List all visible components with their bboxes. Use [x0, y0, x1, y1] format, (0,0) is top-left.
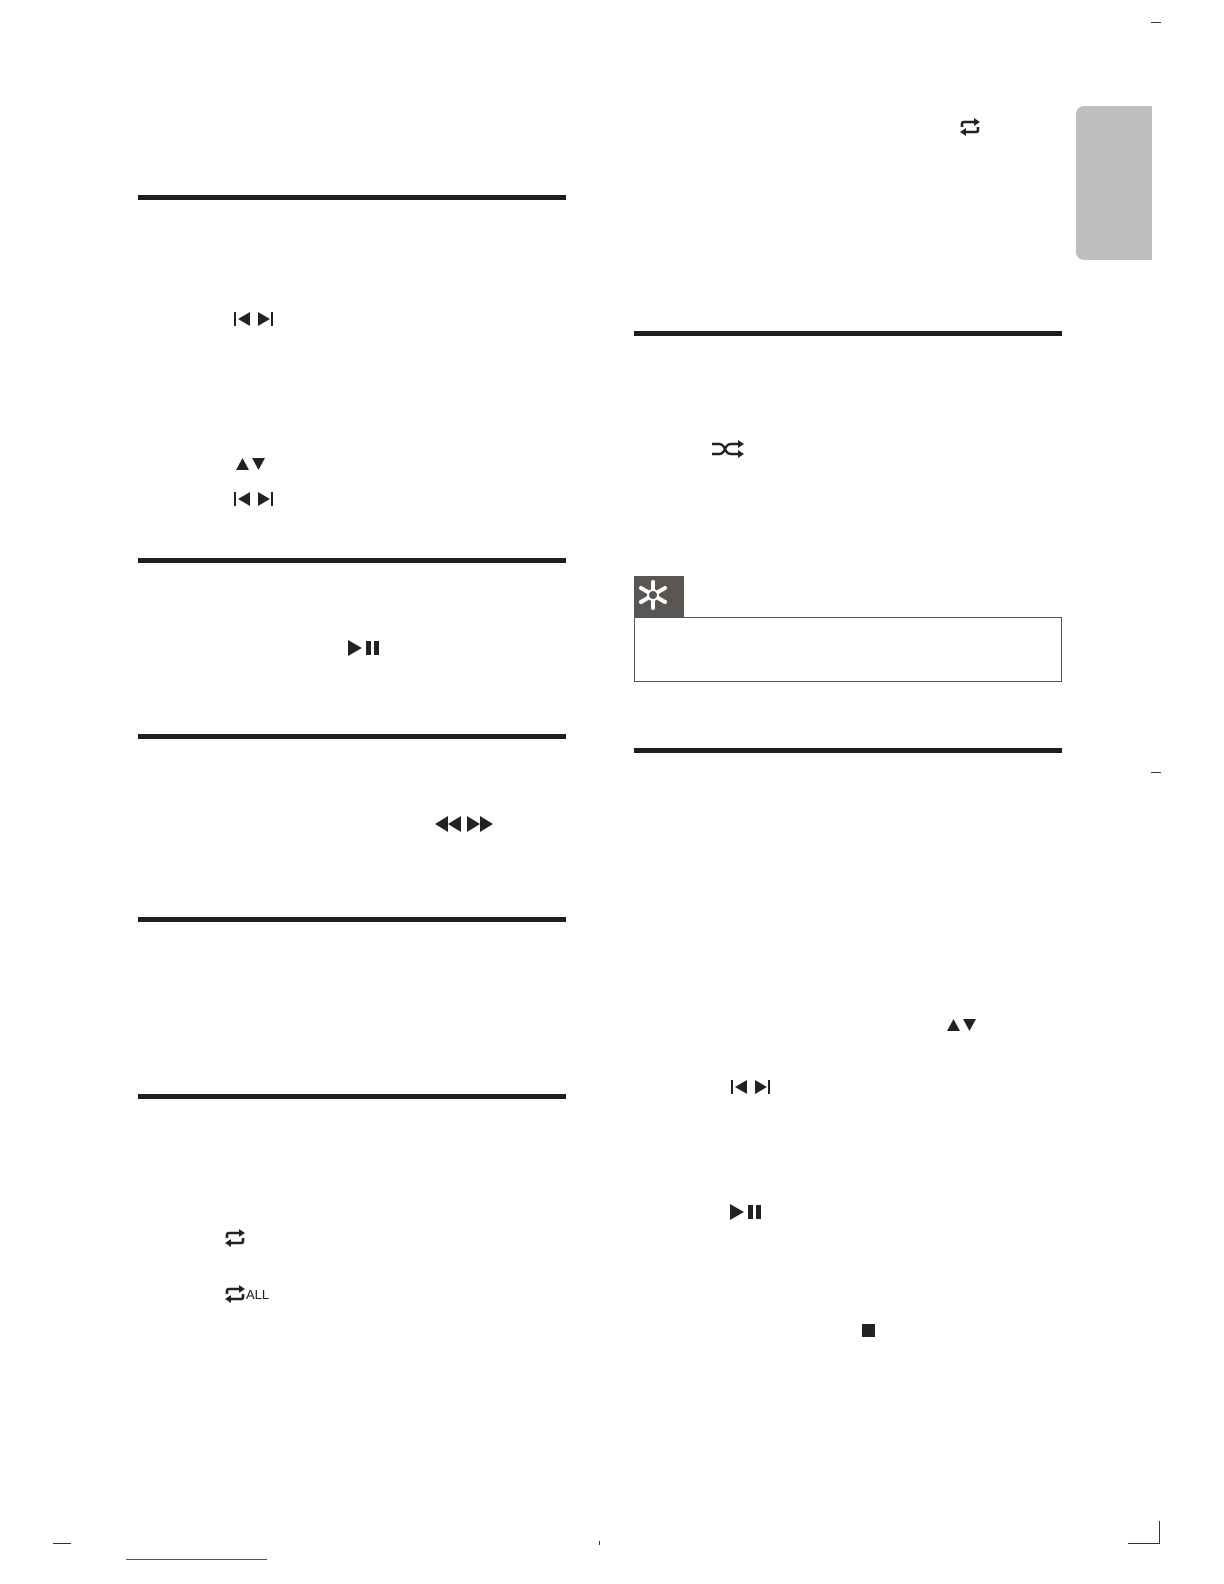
tip-box — [634, 617, 1062, 682]
crop-mark-bottom-left — [53, 1543, 71, 1544]
section-rule-repeat — [138, 1094, 566, 1099]
skip-prev-next-icon — [233, 311, 275, 327]
footer-link-underline — [126, 1559, 267, 1560]
section-rule-program — [634, 748, 1062, 753]
play-pause-icon — [729, 1203, 765, 1221]
skip-prev-next-icon — [730, 1079, 772, 1095]
tip-asterisk-icon — [634, 576, 684, 618]
section-rule-search — [138, 734, 566, 739]
up-down-arrow-icon — [946, 1018, 978, 1032]
repeat-icon — [958, 118, 982, 136]
repeat-all-icon — [223, 1285, 247, 1303]
crop-mark-bottom-right-v — [1159, 1521, 1160, 1544]
section-rule-skip — [138, 195, 566, 200]
crop-mark-bottom-right-h — [1128, 1543, 1160, 1544]
crop-mark-mid-right — [1151, 772, 1161, 773]
section-rule-info — [138, 917, 566, 922]
play-pause-icon — [347, 639, 383, 657]
skip-prev-next-icon — [233, 491, 275, 507]
repeat-icon — [223, 1229, 247, 1247]
section-rule-pause — [138, 558, 566, 563]
up-down-arrow-icon — [235, 457, 267, 471]
rewind-fast-forward-icon — [434, 815, 494, 833]
tip-header — [634, 576, 684, 618]
crop-mark-bottom-center — [599, 1541, 600, 1545]
crop-mark-top-right — [1151, 22, 1161, 23]
language-side-tab — [1076, 106, 1152, 260]
shuffle-icon — [711, 440, 745, 458]
stop-icon — [862, 1324, 876, 1338]
section-rule-shuffle — [634, 331, 1062, 336]
repeat-all-label: ALL — [246, 1287, 270, 1302]
